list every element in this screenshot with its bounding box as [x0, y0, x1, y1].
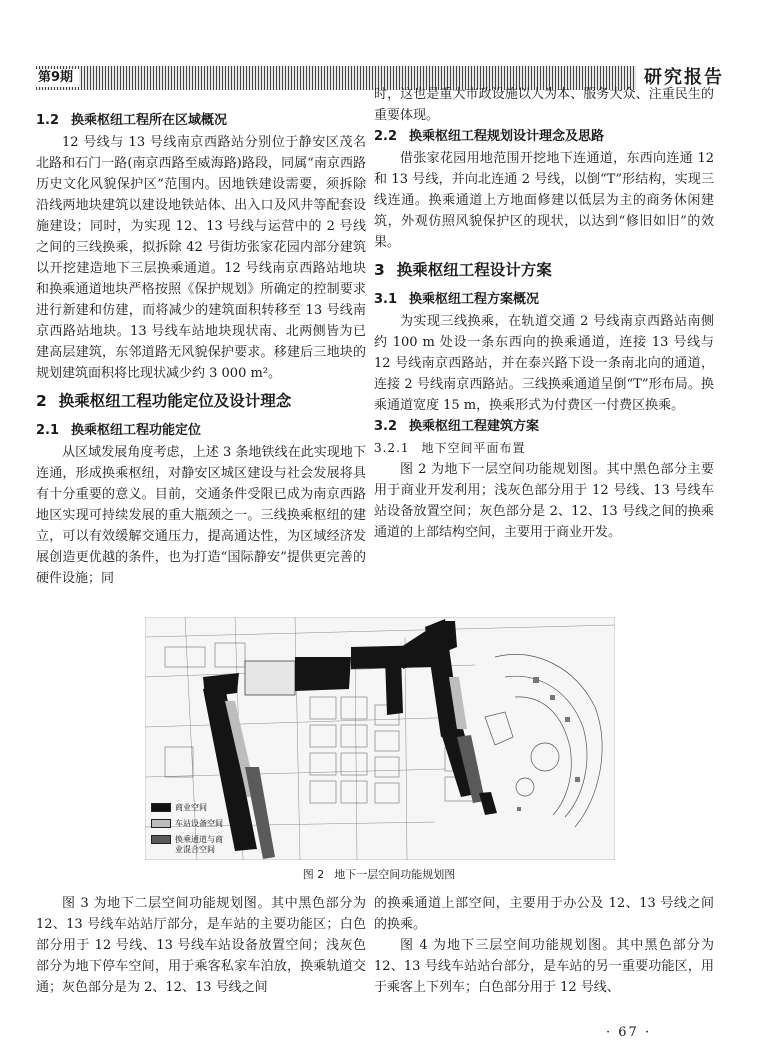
paragraph: 时，这也是重大市政设施以人为本、服务大众、注重民生的重要体现。 — [374, 87, 714, 123]
legend-swatch — [151, 803, 171, 812]
legend-swatch — [151, 819, 171, 828]
paragraph: 12 号线与 13 号线南京西路站分别位于静安区茂名北路和石门一路(南京西路至威海路)路段，同属“南京西路历史文化风貌保护区”范围内。因地铁建设需要，须拆除沿线两地块建筑以建设地铁站体、出入口及风井等配套设施建设；同时，为实现 12、13 号线与运营中的 2 号线之间的三线换乘，拟拆除 42 号街坊张家花园内部分建筑以开挖建造地下三层换乘通道。12 号线南京西路站地块和换乘通道地块严格按照《保护规划》所确定的控制要求进行新建和仿建，而将减少的建筑面积转移至 13 号线南京西路站地块。13 号线车站地块现状南、北两侧皆为已建高层建筑，东邻道路无风貌保护要求。移建后三地块的规划建筑面积将比现状减少约 3 000 m²。 — [36, 135, 366, 381]
figure-caption-number: 图 2 — [302, 868, 325, 881]
left-column — [36, 110, 366, 589]
section-heading-1-2: 1.2 换乘枢纽工程所在区域概况 — [36, 113, 228, 128]
section-heading-3: 3 换乘枢纽工程设计方案 — [374, 261, 552, 279]
legend-swatch — [151, 835, 171, 844]
right-column — [374, 84, 714, 543]
journal-section-title: 研究报告 — [636, 66, 726, 90]
paragraph: 为实现三线换乘，在轨道交通 2 号线南京西路站南侧约 100 m 处设一条东西向的换乘通道，连接 13 号线与 12 号线南京西路站，并在泰兴路下设一条南北向的通道，连接 2 号线南京西路站。三线换乘通道呈倒“T”形布局。换乘通道宽度 15 m，换乘形式为付费区一付费区换乘。 — [374, 314, 714, 413]
legend-item-station-equipment: 车站设备空间 — [151, 819, 229, 829]
paragraph: 图 4 为地下三层空间功能规划图。其中黑色部分为 12、13 号线车站站台部分，是车站的另一重要功能区，用于乘客上下列车；白色部分用于 12 号线、 — [374, 938, 714, 995]
paragraph: 图 3 为地下二层空间功能规划图。其中黑色部分为 12、13 号线车站站厅部分，是车站的主要功能区；白色部分用于 12 号线、13 号线车站设备放置空间；浅灰色部分为地下停车空间，用于乘客私家车泊放，换乘轨道交通；灰色部分是为 2、12、13 号线之间 — [36, 896, 366, 995]
bottom-right-column — [374, 893, 714, 998]
paragraph: 从区域发展角度考虑，上述 3 条地铁线在此实现地下连通，形成换乘枢纽，对静安区城区建设与社会发展将具有十分重要的意义。目前，交通条件受限已成为南京西路地区实现可持续发展的重大瓶颈之一。三线换乘枢纽的建立，可以有效缓解交通压力，提高通达性，为区域经济发展创造更优越的条件，也为打造“国际静安”提供更完善的硬件设施；同 — [36, 445, 366, 586]
legend-item-commercial: 商业空间 — [151, 803, 229, 813]
section-heading-3-2-1: 3.2.1 地下空间平面布置 — [374, 441, 526, 455]
section-heading-3-1: 3.1 换乘枢纽工程方案概况 — [374, 292, 540, 307]
paragraph: 借张家花园用地范围开挖地下连通道，东西向连通 12 和 13 号线，并向北连通 2 号线，以倒“T”形结构，实现三线连通。换乘通道上方地面修建以低层为主的商务休闲建筑，外观仿照风貌保护区的现状，以达到“修旧如旧”的效果。 — [374, 151, 714, 250]
section-heading-2: 2 换乘枢纽工程功能定位及设计理念 — [36, 392, 292, 410]
page-number: · 67 · — [606, 1025, 652, 1040]
section-heading-2-1: 2.1 换乘枢纽工程功能定位 — [36, 423, 202, 438]
bottom-left-column — [36, 893, 366, 998]
legend-item-transfer-mixed: 换乘通道与商业混合空间 — [151, 835, 229, 855]
paragraph: 的换乘通道上部空间，主要用于办公及 12、13 号线之间的换乘。 — [374, 896, 714, 932]
section-heading-3-2: 3.2 换乘枢纽工程建筑方案 — [374, 419, 540, 434]
paragraph: 图 2 为地下一层空间功能规划图。其中黑色部分主要用于商业开发利用；浅灰色部分用于 12 号线、13 号线车站设备放置空间；灰色部分是 2、12、13 号线之间的换乘通道的上部结构空间，主要用于商业开发。 — [374, 462, 714, 540]
issue-label: 第9期 — [36, 69, 79, 87]
figure-2-plan-map — [145, 617, 615, 860]
figure-caption-text: 地下一层空间功能规划图 — [334, 868, 456, 881]
figure-caption — [0, 867, 758, 883]
figure-legend — [151, 803, 229, 861]
section-heading-2-2: 2.2 换乘枢纽工程规划设计理念及思路 — [374, 129, 605, 144]
